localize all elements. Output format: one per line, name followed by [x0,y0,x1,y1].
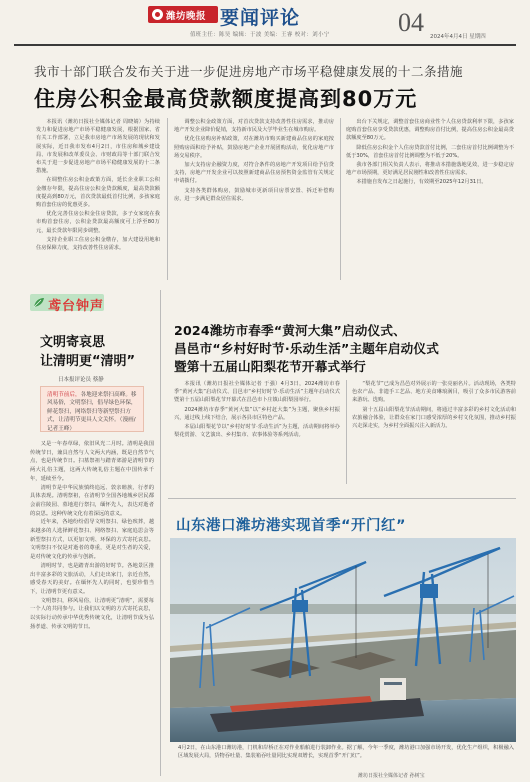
port-photo [170,538,516,742]
lead-paragraph: 调整公积金政策方面，对首次贷款支持改善性住房需求，推动房地产开发企业降价促销，支持新市民及大学毕业生在城市购房。 [174,119,334,134]
editor-credits: 值班主任：陈昊 编辑：于波 美编：王睿 校对：刘小宁 [190,32,330,38]
lead-headline: 住房公积金最高贷款额度提高到80万元 [34,87,418,111]
summary-text: 各地迎来祭扫高峰。移风易俗，文明祭扫，倡导绿色环保，鲜花祭扫，网络祭扫等新型祭扫方式，让清明节更具人文关怀。（漫画/记者王峰） [47,392,137,432]
lead-paragraph: 出台下关规定，调整首套住房商业性个人住房贷款利率下限，多孩家庭购首套住房享受贷款优惠，调整购房首付比例，提高住房公积金最高贷款额度至80万元。 [346,119,514,142]
section-rule [168,498,516,499]
photo-caption: 4月2日，在山东港口潍坊港，门机和岸桥正在对作业船舶进行装卸作业。据了解，今年一季度，潍坊港口加强市场开发，优化生产组织，积极融入区域发展大局，货物吞吐量、集装箱吞吐量同比实现双增长，实现首季“开门红”。 [178,745,514,759]
lead-paragraph: 支持各类群体购房，鼓励城市更新项目房票安置、拆迁补偿购房，进一步满足群众居住需求。 [174,187,334,202]
lead-paragraph: 本报讯（潍坊日报社全媒体记者 周晓婧）为持续发力和促进房地产市场平稳健康发展，根据国家、省有关工作部署，立足我市房地产市场发展的现状和发展实际，近日我市发布4月2日，市住房和城乡建设局、市发展和改革委员会、市财政局等十部门联合发布关于进一步促进房地产市场平稳健康发展的十二条措施。 [36,119,160,175]
column-divider [160,290,161,776]
lead-paragraph: 支持企业职工住房公积金缴存，加大建设用地和住房保障力度，支持改善性住房需求。 [36,236,160,252]
opinion-paragraph: 近年来，各地纷纷倡导文明祭扫、绿色殡葬，越来越多的人选择鲜花祭扫、网络祭扫、家庭追思会等新型祭扫方式，以更加文明、环保的方式寄托哀思。文明祭扫不仅是对逝者的尊重，更是对生者的关爱，是对传统文化的传承与创新。 [30,519,154,561]
article3-headline: 山东港口潍坊港实现首季“开门红” [176,518,407,534]
opinion-paragraph: 清明节是中华民族慎终追远、敦亲睦族、行孝的具体表现。清明祭祖，在清明节全国各地城乡居民都会前往陵园、墓地进行祭扫，缅怀先人，表达对逝者的哀思。这种传统文化有着深远的意义。 [30,484,154,517]
issue-date: 2024年4月4日 星期四 [430,34,486,40]
masthead [0,0,530,46]
opinion-title [40,333,135,371]
lead-column-2 [174,118,334,280]
lead-paragraph: 加大支持房企融资力度，对符合条件的房地产开发项目给予信贷支持，房地产开发企业可以按照新建商品住房预售资金监管有关规定申请拨付。 [174,162,334,185]
opinion-paragraph: 又是一年春草绿，依旧风光二月时。清明是我国传统节日，兼具自然与人文两大内涵，既是自然节气点，也是传统节日。扫墓祭祖与踏青郊游是清明节的两大礼俗主题，这两大传统礼俗主题在中国传承千年，延续至今。 [30,441,154,482]
article2-column-2 [352,380,516,484]
article2-headline-line: 昌邑市“乡村好时节·乐动生活”主题年启动仪式 [174,341,440,356]
article2-paragraph: 本届山阳梨花节以“乡村好时节·乐动生活”为主题，活动期间将举办梨花赏游、文艺演出、乡村集市、农事体验等系列活动。 [174,424,340,439]
opinion-title-line: 让清明更“清明” [40,354,136,369]
lead-column-3 [346,118,514,280]
lead-paragraph: 本措施自发布之日起施行，有效期至2025年12月31日。 [356,179,487,186]
lead-paragraph: 优化完善住房公积金住房贷款，多子女家庭在我市购首套住房，公积金贷款最高额度可上浮至80万元，最长贷款年限同步调整。 [36,211,160,234]
opinion-summary-box [40,386,144,432]
article2-paragraph: 本报讯（潍坊日报社全媒体记者 于强）4月3日，2024潍坊市春季“黄河大集”启动仪式、昌邑市“乡村好时节·乐动生活”主题年启动仪式暨第十五届山阳梨花节开幕式在昌邑市卜庄镇山阳梨园举行。 [174,381,340,404]
masthead-rule [14,44,516,46]
page-number: 04 [398,8,424,37]
paper-logo [148,6,218,23]
leaf-icon [33,297,45,308]
column-divider [167,118,168,280]
lead-column-1 [36,118,160,280]
column-divider [346,380,347,484]
lead-kicker: 我市十部门联合发布关于进一步促进房地产市场平稳健康发展的十二条措施 [34,64,464,79]
lead-paragraph: 优化住房购房补贴政策，对在潍坊市购买新建商品住房的家庭按照购房面积给予补贴，鼓励房地产企业开展团购活动，优化房地产市场交易秩序。 [174,136,334,159]
port-cranes-image [170,538,516,742]
lead-paragraph: 我市各部门相关负责人表示，将推动本措施落地见效，进一步稳定房地产市场预期，更好满足居民刚性和改善性住房需求。 [346,162,514,177]
photo-credit: 潍坊日报社全媒体记者 孙树宝 [358,773,425,779]
opinion-title-line: 文明寄哀思 [40,335,106,350]
lead-paragraph: 降低住房公积金个人住房贷款首付比例，二套住房首付比例调整为不低于30%，首套住房首付比例调整为不低于20%。 [346,144,514,159]
article2-paragraph: 第十五届山阳梨花节活动期间，将通过丰富多彩的乡村文化活动和农旅融合体验，让群众在家门口感受浓厚的乡村文化氛围，推动乡村振兴走深走实，为乡村全面振兴注入新活力。 [352,406,516,430]
column-divider [340,118,341,280]
column-banner [30,294,142,312]
opinion-paragraph: 文明祭扫，移风易俗，让清明更“清明”，需要每一个人的共同参与。让我们以文明的方式寄托哀思，以实际行动传承中华优秀传统文化，让清明节成为弘扬孝道、传承文明的节日。 [30,597,154,630]
article2-paragraph: “梨花节”已成为昌邑对外展示的一张亮丽名片。活动现场，各类特色农产品、非遗手工艺品、地方美食琳琅满目，吸引了众多市民游客前来游玩、选购。 [352,381,516,404]
summary-lead: 清明节前后， [47,392,81,398]
lead-paragraph: 在调整住房公积金政策方面，延长企业职工公积金缴存年限，提高住房公积金贷款额度，最高贷款额度提高到80万元，首次贷款最低首付比例，多孩家庭购首套住房的优惠更多。 [36,177,160,209]
opinion-paragraph: 清明时节，也是踏青出游的好时节。各地景区推出丰富多彩的文旅活动，人们走出家门，亲近自然，感受春天的美好。在缅怀先人的同时，也要珍惜当下，让清明节更有意义。 [30,562,154,595]
column-banner-title: 鸢台钟声 [48,299,105,314]
opinion-byline: 日本报评论员 蔡静 [58,377,104,383]
section-title: 要闻评论 [220,7,301,29]
article2-headline-line: 2024潍坊市春季“黄河大集”启动仪式、 [174,323,406,338]
article2-paragraph: 2024潍坊市春季“黄河大集”以“乡村赶大集”为主题，聚焦乡村振兴，通过线上线下结合，展示各县市区特色产品。 [174,406,340,421]
article2-headline [174,322,439,376]
logo-circle-icon [152,9,163,20]
opinion-body [30,440,154,776]
article2-headline-line: 暨第十五届山阳梨花节开幕式举行 [174,359,366,374]
article2-column-1 [174,380,340,484]
paper-name: 潍坊晚报 [166,10,207,22]
